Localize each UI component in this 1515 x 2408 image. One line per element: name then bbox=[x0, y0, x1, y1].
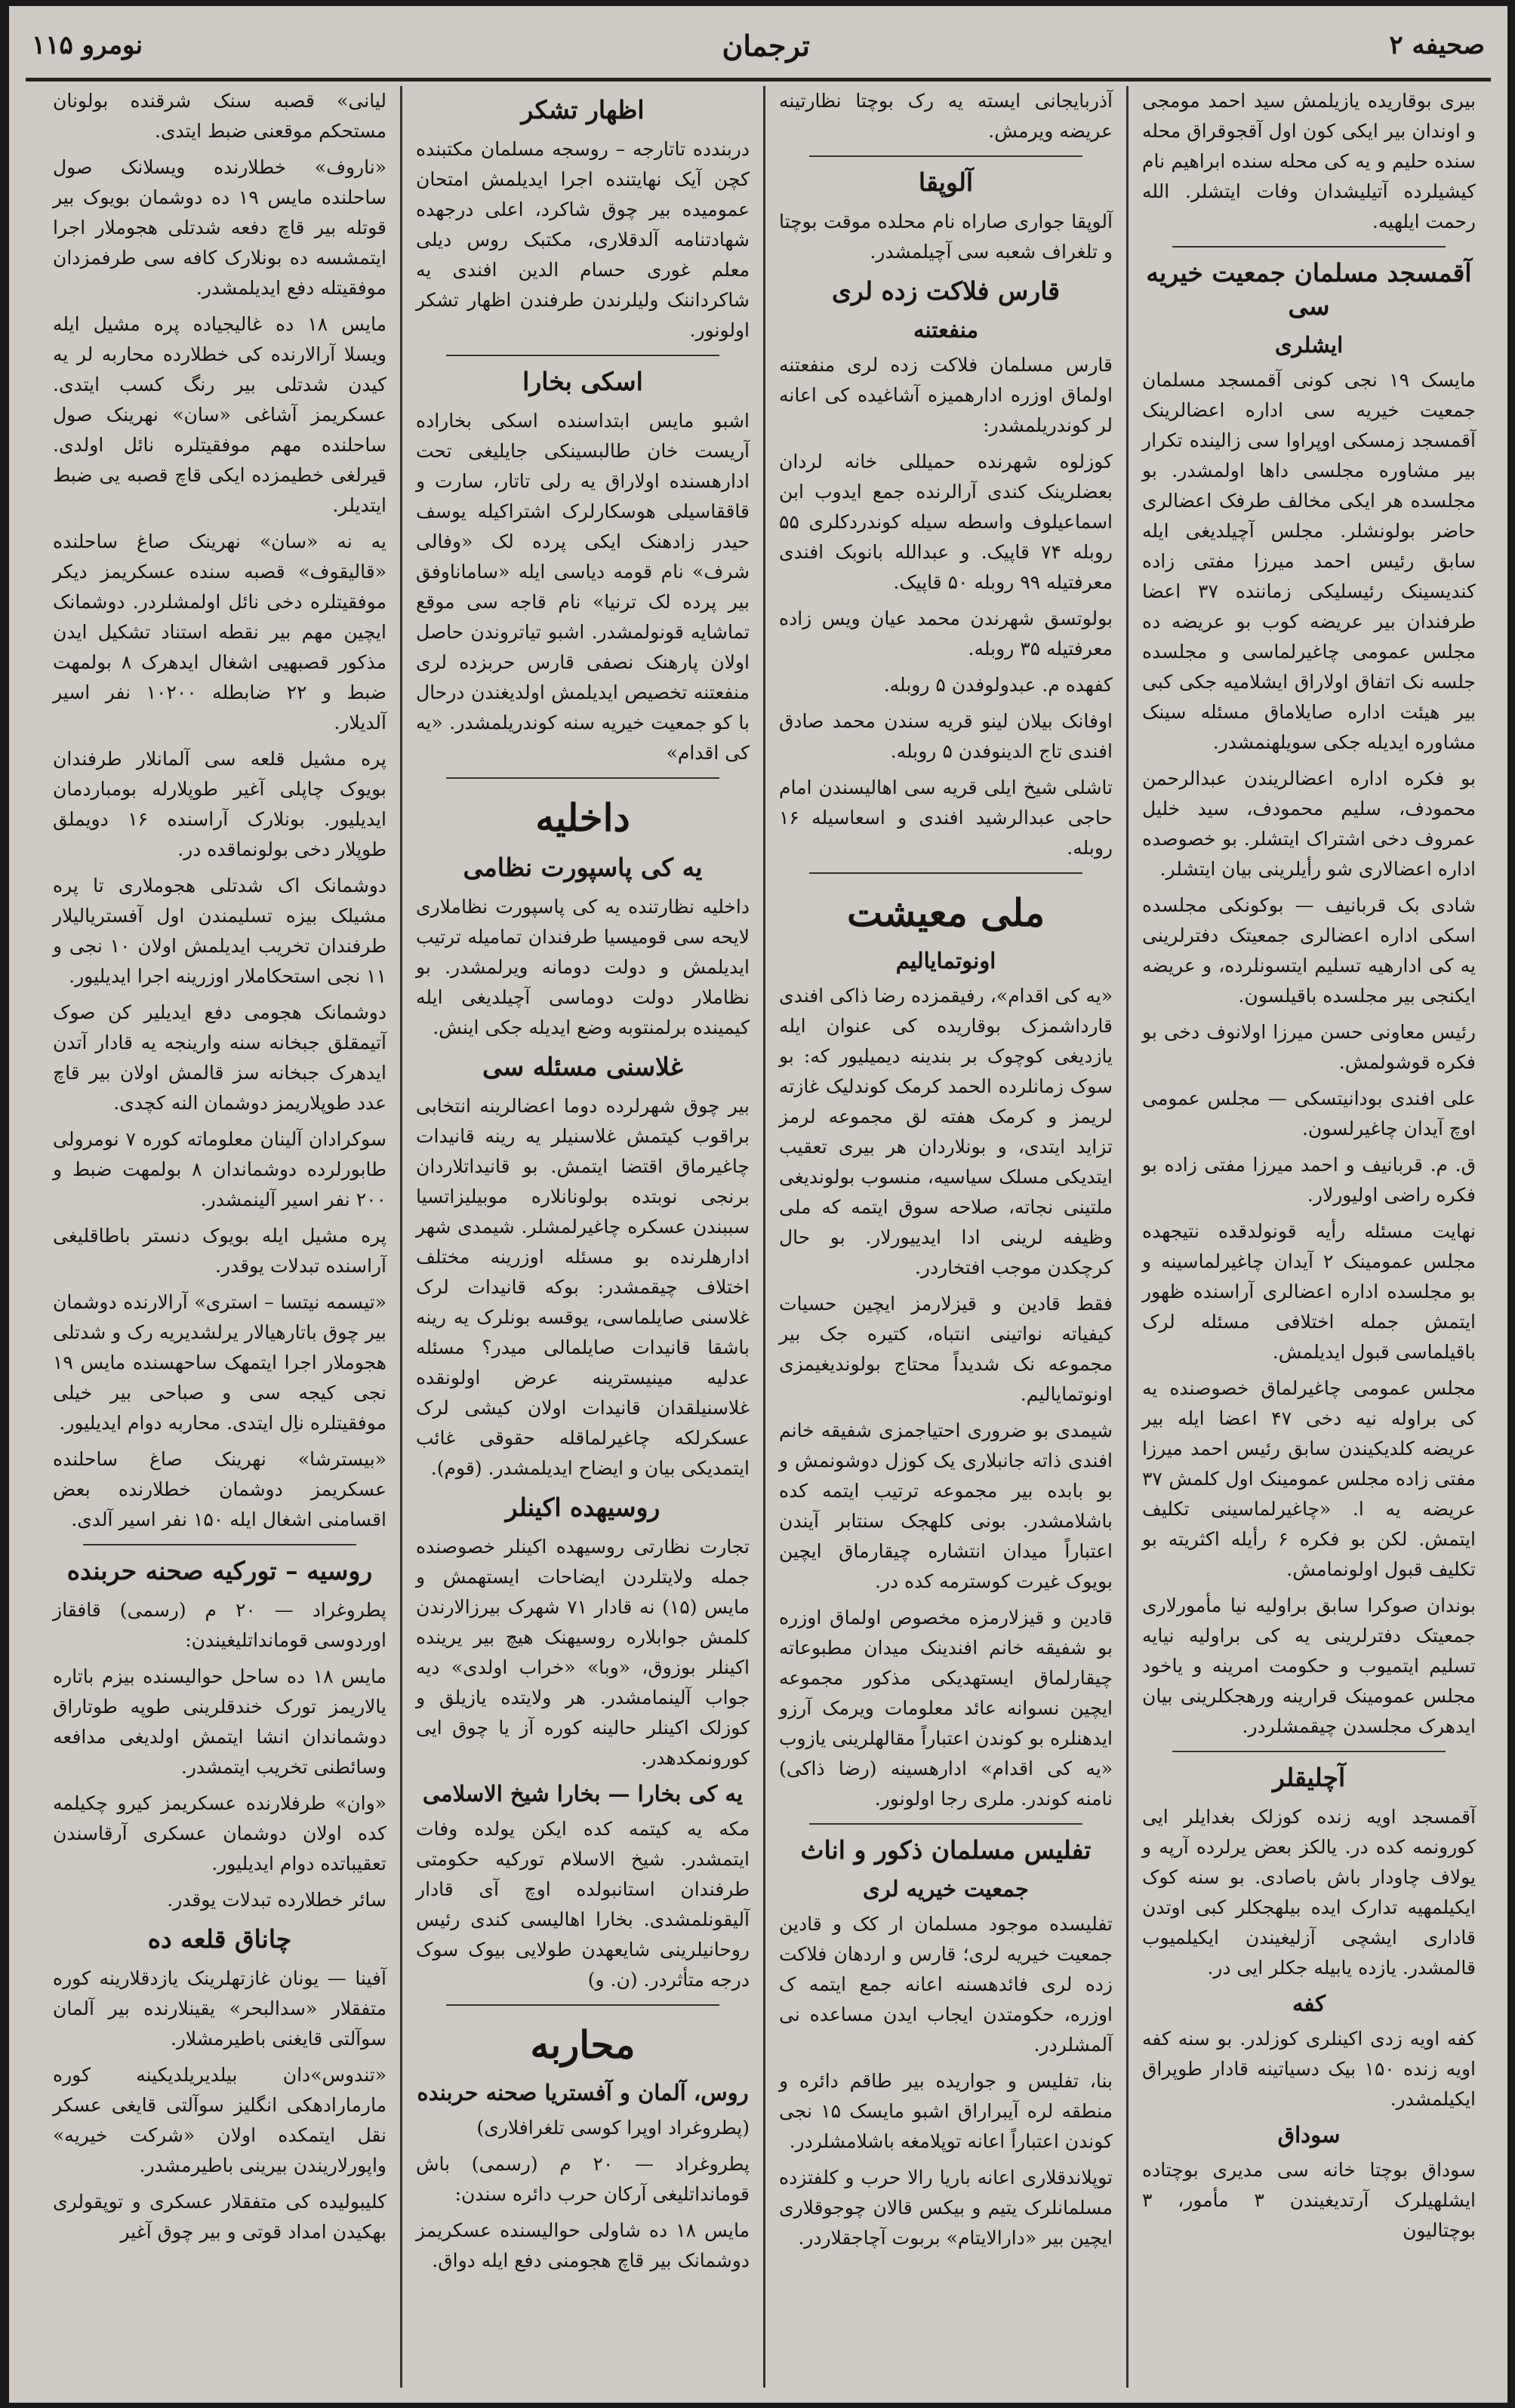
section-banner: محاربه bbox=[530, 2022, 636, 2067]
article-heading: منفعتنه bbox=[913, 317, 978, 343]
article-paragraph: سوداق بوچتا خانه سی مدیری بوچتاده ایشلهیلرک آرتدیغیندن ۳ مأمور، ۳ بوچتالیون bbox=[1142, 2159, 1476, 2241]
section-divider bbox=[809, 1823, 1082, 1825]
article-heading: روس، آلمان و آفستریا صحنه حربنده bbox=[417, 2080, 749, 2105]
article-paragraph: (پطروغراد اوپرا کوسی تلغرافلاری) bbox=[476, 2117, 750, 2139]
article-heading: آچلیقلر bbox=[1272, 1763, 1346, 1792]
article-paragraph: ق. م. قربانیف و احمد میرزا مفتی زاده بو فکره راضی اولیورلار. bbox=[1142, 1154, 1476, 1206]
article-paragraph: مایس ۱۸ ده غالیجیاده پره مشیل ایله ویسلا آرالارنده کی خطلارده محاربه لر یه کیدن شدتلی بیر رنگ کسب ایتدی. عسکریمز آشاغی «سان» نهرینک صول ساحلنده مهم موفقیتلره نائل اولدی. قیرلغی خطیمزده ایکی قاچ قصبه یی ضبط ایتدیلر. bbox=[53, 313, 386, 516]
article-paragraph: «ناروف» خطلارنده ویسلانک صول ساحلنده مایس ۱۹ ده دوشمان بویوک بیر قوتله بیر قاچ دفعه شدتلی هجوملار اجرا ایتمشسه ده بونلارک کافه سی طرفمزدان موفقیتله دفع ایدیلمشدر. bbox=[53, 156, 386, 299]
article-paragraph: دوشمانک هجومی دفع ایدیلیر کن صوک آتیمقلق جبخانه سنه وارینجه یه قادار آتدن ایدهرک جبخانه سز قالمش اولان بیر قاچ عدد طوپلاریمز دوشمان النه کچدی. bbox=[53, 1001, 386, 1114]
issue-number: نومرو ۱۱۵ bbox=[32, 30, 143, 60]
section-divider bbox=[1172, 1751, 1446, 1752]
article-paragraph: بیری بوقاریده یازیلمش سید احمد مومجی و اوندان بیر ایکی کون اول آقجوقراق محله سنده حلیم و یه کی محله سنده ابراهیم نام کیشیلرده آتیلیشدان وفات ایتشلر. الله رحمت ایلهیه. bbox=[1142, 90, 1476, 232]
article-paragraph: شیمدی بو ضروری احتیاجمزی شفیقه خانم افندی ذاته جانبلاری یک کوزل دوشونمش و بو بابده بیر مجموعه ترتیب ایتمه کده باشلامشدر. بونی کلهجک سنتابر آیندن اعتباراً میدان انتشاره چیقارماق ایچین بویوک غیرت کوسترمه کده در. bbox=[779, 1419, 1113, 1592]
article-heading: اسکی بخارا bbox=[522, 367, 643, 396]
article-heading: ایشلری bbox=[1274, 332, 1344, 358]
section-divider bbox=[809, 155, 1082, 157]
article-heading: روسیه – تورکیه صحنه حربنده bbox=[66, 1556, 373, 1585]
article-paragraph: دوشمانک اک شدتلی هجوملاری تا پره مشیلک بیزه تسلیمندن اول آفستریالیلار طرفندان تخریب ایدیلمش اولان ۱۰ نجی و ۱۱ نجی استحکاملار اوزرینه اجرا ایدیلیور. bbox=[53, 875, 386, 987]
article-paragraph: مایس ۱۸ ده ساحل حوالیسنده بیزم باتاره یالاریمز تورک خندقلرینی طوپه طوتاراق دوشماندان انشا ایتمش اولدیغی مدافعه وسائطنی تخریب ایتمشدر. bbox=[53, 1665, 386, 1778]
article-paragraph: آذربایجانی ایسته یه رک بوچتا نظارتینه عریضه ویرمش. bbox=[779, 90, 1113, 142]
article-paragraph: اوفانک بیلان لینو قریه سندن محمد صادق افندی تاج الدینوفدن ۵ روبله. bbox=[779, 710, 1113, 762]
article-paragraph: اشبو مایس ابتداسنده اسکی بخاراده آریست خان طالبسینکی جایلیغی تحت ادارهسنده اولاراق یه رلی تاتار، سارت و قاققاسیلی هوسکارلرک اشتراکیله یوسف حیدر زادهنک ایکی پرده لک «وفالی شرف» نام قومه دیاسی ایله «ساماناوفق بیر پرده لک ترنیا» نام قاجه سی موقع تماشایه قونولمشدر. اشبو تیاتروندن حاصل اولان پارهنک نصفی قارس حربزده لری منفعتنه تخصیص ایدیلمش اولدیغندن درحال با کو جمعیت خیریه سنه کوندریلمشدر. «یه کی اقدام» bbox=[416, 410, 750, 764]
article-paragraph: بو فکره اداره اعضالریندن عبدالرحمن محمودف، سلیم محمودف، سید خلیل عمروف دخی اشتراک ایتشلر. بو خصوصده اداره اعضالاری شو رأیلرینی بیان ایتشلر. bbox=[1142, 767, 1476, 880]
article-paragraph: «وان» طرفلارنده عسکریمز کیرو چکیلمه کده اولان دوشمان عسکری آرقاسندن تعقیباتده دوام ایدیلیور. bbox=[53, 1792, 386, 1874]
article-paragraph: «تندوس»دان بیلدیریلدیکینه کوره مارمارادهکی انگلیز سوآلتی قایغی عسکر نقل ایتمکده اولان «شرکت خیریه» واپورلاریندن بیرینی باطیرمشدر. bbox=[53, 2064, 386, 2176]
article-paragraph: «تیسمه نیتسا – استری» آرالارنده دوشمان بیر چوق باتارهیالار یرلشدیریه رک و شدتلی هجوملار اجرا ایتمهک ساحهسنده مایس ۱۹ نجی کیجه سی و صباحی بیر خیلی موفقیتلره ناِل ایتدی. محاربه دوام ایدیلیور. bbox=[53, 1291, 386, 1434]
article-paragraph: کفه اویه زدی اکینلری کوزلدر. بو سنه کفه اویه زنده ۱۵۰ بیک دسیاتینه قادار طوپراق ایکیلمشدر. bbox=[1142, 2028, 1477, 2110]
article-heading: روسیهده اکینلر bbox=[505, 1493, 661, 1522]
article-paragraph: تجارت نظارتی روسیهده اکینلر خصوصنده جمله ولایتلردن ایضاحات ایستهمش و مایس (۱۵) نه قادار ۷۱ شهرک بیرزالارندن کلمش جوابلاره روسیهنک هیچ بیر یرینده اکینلر بوزوق، «وبا» «خراب اولدی» دیه جواب آلینمامشدر. هر ولایتده یازیلق و کوزلک اکینلر حالینه کوره آز یا چوق ایی کورونمکدهدر. bbox=[416, 1536, 750, 1769]
article-heading: آلوپقا bbox=[918, 168, 974, 197]
article-paragraph: کفهده م. عبدولوفدن ۵ روبله. bbox=[883, 674, 1113, 696]
article-paragraph: مکه یه کیتمه کده ایکن یولده وفات ایتمشدر. شیخ الاسلام تورکیه حکومتی طرفندان استانبولده اوچ آی قادار آلیقونلمشدی. بخارا اهالیسی کندی رئیس روحانیلرینی شایعهدن طولایی بیوک سوک درجه متأثردر. (ن. و) bbox=[416, 1818, 750, 1991]
article-paragraph: آلوپقا جواری صاراه نام محلده موقت بوچتا و تلغراف شعبه سی آچیلمشدر. bbox=[779, 211, 1113, 263]
article-heading: یه کی پاسپورت نظامی bbox=[463, 853, 703, 882]
article-paragraph: قارس مسلمان فلاکت زده لری منفعتنه اولماق اوزره ادارهمیزه آشاغیده کی اعانه لر کوندریلمشدر: bbox=[779, 354, 1113, 436]
column-4 bbox=[39, 86, 402, 2388]
section-banner: داخلیه bbox=[535, 795, 630, 840]
article-paragraph: یه نه «سان» نهرینک صاغ ساحلنده «قالیقوف» قصبه سنده عسکریمز دیکر موفقیتلره دخی نائل اولمشلردر. دوشمانک ایچین مهم بیر نقطه استناد تشکیل ایدن مذکور قصبهیی اشغال ایدهرک ۸ بولمهت ضبط و ۲۲ ضابطله ۱۰۲۰۰ نفر اسیر آلدیلار. bbox=[53, 530, 386, 733]
newspaper-page bbox=[9, 6, 1507, 2403]
article-paragraph: پطروغراد — ۲۰ م (رسمی) باش قومانداتلیغی آرکان حرب دائره سندن: bbox=[416, 2153, 750, 2205]
column-3 bbox=[402, 86, 765, 2388]
article-paragraph: پره مشیل قلعه سی آلمانلار طرفندان بویوک چاپلی آغیر طوپلارله بومباردمان ایدیلیور. بونلارک آراسنده ۱۶ دویملق طوپلار دخی بولونماقده در. bbox=[53, 748, 386, 860]
article-paragraph: بنا، تفلیس و جواریده بیر طاقم دائره و منطقه لره آیبراراق اشبو مایسک ۱۵ نجی کوندن اعتباراً اعانه توپلامغه باشلامشلردر. bbox=[779, 2070, 1113, 2152]
article-paragraph: پره مشیل ایله بویوک دنستر باطاقلیغی آراسنده تبدلات یوقدر. bbox=[53, 1225, 386, 1277]
article-paragraph: تفلیسده موجود مسلمان ار کک و قادین جمعیت خیریه لری؛ قارس و اردهان فلاکت زده لری فائدهسنه اعانه جمع ایتمه ک اوزره، حکومتدن ایجاب ایدن مساعده نی آلمشلردر. bbox=[779, 1913, 1113, 2056]
article-paragraph: نهایت مسئله رأیه قونولدقده نتیجهده مجلس عمومینک ۲ آیدان چاغیرلماسینه و بو مجلسده اداره اعضالری آراسنده ظهور ایتمش جمله اختلافی مسئله لرک باقیلماسی قبول ایدیلمش. bbox=[1142, 1220, 1477, 1363]
article-paragraph: مایسک ۱۹ نجی کونی آقمسجد مسلمان جمعیت خیریه سی اداره اعضالرینک آقمسجد زمسکی اوپراوا سی زالینده تکرار بیر مشاوره مجلسی داها اولمشدر. بو مجلسده هر ایکی مخالف طرفک اعضالری حاضر بولونشلر. مجلس آچیلدیغی ایله سابق رئیس احمد میرزا مفتی زاده کندیسینک رئیسلیکی زماننده ۳۷ اعضا طرفندان بیر عریضه کوب بو عریضه ده مجلس عمومی چاغیرلماسی و مجلسده جلسه نک اتفاق اولاراق ایشلامیه جکی کبی بیر هیئت اداره صایلاماق مسئله سینک مشاوره ایدیله جکی سویلهنمشدر. bbox=[1142, 369, 1477, 753]
column-2 bbox=[765, 86, 1129, 2388]
article-paragraph: علی افندی بودانیتسکی — مجلس عمومی اوچ آیدان چاغیرلسون. bbox=[1142, 1087, 1476, 1139]
article-paragraph: توپلاندقلاری اعانه باریا رالا حرب و کلفتزده مسلمانلرک یتیم و بیکس قالان چوجوقلاری ایچین بیر «دارالایتام» بربوت آچاجقلاردر. bbox=[779, 2167, 1113, 2249]
article-paragraph: کلیبولیده کی متفقلار عسکری و توپقولری بهکیدن امداد قوتی و بیر چوق آغیر bbox=[53, 2191, 386, 2243]
article-heading: آقمسجد مسلمان جمعیت خیریه سی bbox=[1146, 258, 1472, 321]
article-heading: غلاسنی مسئله سی bbox=[482, 1052, 683, 1081]
section-divider bbox=[446, 355, 719, 356]
article-paragraph: پطروغراد — ۲۰ م (رسمی) قافقاز اوردوسی قومانداتلیغیندن: bbox=[53, 1599, 386, 1651]
article-heading: اونوتمایالیم bbox=[895, 948, 996, 973]
article-heading: جمعیت خیریه لری bbox=[863, 1876, 1029, 1902]
article-paragraph: تاشلی شیخ ایلی قریه سی اهالیسندن امام حاجی عبدالرشید افندی و اسعاسیله ۱۶ روبله. bbox=[779, 777, 1113, 859]
section-banner: ملی معیشت bbox=[846, 890, 1045, 935]
article-paragraph: کوزلوه شهرنده حمیللی خانه لردان بعضلرینک کندی آرالرنده جمع ایدوب ابن اسماعیلوف واسطه سیله کوندردکلری ۵۵ روبله ۷۴ قاپیک. و عبدالله بانوبک افندی معرفتیله ۹۹ روبله ۵۰ قاپیک. bbox=[779, 451, 1113, 593]
article-paragraph: شادی بک قربانیف — بوکونکی مجلسده اسکی اداره اعضالری جمعیتک دفترلرینی یه کی ادارهیه تسلیم ایتسونلرده، و عریضه ایکنجی بیر مجلسده باقیلسون. bbox=[1142, 894, 1476, 1007]
article-paragraph: داخلیه نظارتنده یه کی پاسپورت نظاملاری لایحه سی قومیسیا طرفندان تمامیله ترتیب ایدیلمش و دولت دومانه ویرلمشدر. بو نظاملار دولت دوماسی آچیلدیغی ایله کیمینده برلمنتوبه وضع ایدیله جکی اینش. bbox=[416, 896, 750, 1038]
article-paragraph: فقط قادین و قیزلارمز ایچین حسیات کیفیاته نواتینی انتباه، کتیره جک بیر مجموعه نک شدیداً محتاج بولوندیغیمزی اونوتمایالیم. bbox=[779, 1293, 1113, 1405]
article-heading: سوداق bbox=[1277, 2122, 1341, 2148]
article-paragraph: آفینا — یونان غازتهلرینک یازدقلارینه کوره متفقلار «سدالبحر» یقینلارنده بیر آلمان سوآلتی قایغنی باطیرمشلار. bbox=[53, 1967, 386, 2050]
article-paragraph: «یه کی اقدام»، رفیقمزده رضا ذاکی افندی قارداشمزک بوقاریده کی عنوان ایله یازدیغی کوچوک بر بندینه دیمیلیور که: بو سوک زمانلرده الحمد کرمک کوندلیک غازته لریمز و کرمک هفته لق مجموعه لرمز تزاید ایتدی، و بونلاردان هر بیری تعقیب ایتدیکی مسلک سیاسیه، منسوب بولوندیغی ملتینی نجاته، صلاحه سوق ایتمه که ملی وظیفه لرینی ادا ایدییورلار. بو حال کرچکدن موجب افتخاردر. bbox=[779, 985, 1113, 1278]
article-paragraph: سائر خطلارده تبدلات یوقدر. bbox=[167, 1889, 386, 1911]
section-divider bbox=[446, 2004, 719, 2006]
article-paragraph: بیر چوق شهرلرده دوما اعضالرینه انتخابی براقوب کیتمش غلاسنیلر یه رینه قانیدات چاغیرماق اقتضا ایتمش. بو قانیداتلاردان برنجی نوبتده بولونانلاره موبیلیزاتسیا سببندن عسکره چاغیرلمشلر. شیمدی شهر ادارهلرنده بو مسئله اوزرینه مختلف اختلاف چیقمشدر: بوکه قانیدات لرک غلاسنی صایلماسی، یوقسه بونلرک یه رینه باشقا قانیدات صایلمالی میدر؟ مسئله عدلیه مینیسترینه عرض اولونقده غلاسنیلقدان قانیدات اولان کیشی لرک عسکرلکه چاغیرلماقله حقوقی غائب ایتمدیکی بیان و ایضاح ایدیلمشدر. (قوم). bbox=[416, 1095, 750, 1479]
article-paragraph: دربندده تاتارجه – روسجه مسلمان مکتبنده کچن آیک نهایتنده اجرا ایدیلمش امتحان عمومیده بیر چوق شاکرد، اعلی درجهده شهادتنامه آلدقلاری، مکتبک روس دیلی معلم غوری حسام الدین افندی یه شاکرداننک ولیلرندن طرفندن اظهار تشکر اولونور. bbox=[416, 138, 750, 341]
page-number: صحیفه ۲ bbox=[1389, 30, 1485, 60]
section-divider bbox=[83, 1544, 356, 1545]
article-paragraph: بولوتسق شهرندن محمد عیان ویس زاده معرفتیله ۳۵ روبله. bbox=[779, 607, 1113, 660]
article-heading: یه کی بخارا — بخارا شیخ الاسلامی bbox=[422, 1781, 744, 1807]
article-paragraph: لیانی» قصبه سنک شرقنده بولونان مستحکم موقعنی ضبط ایتدی. bbox=[53, 90, 386, 142]
article-paragraph: آقمسجد اویه زنده کوزلک بغدایلر ایی کورونمه کده در. یالکز بعض یرلرده آرپه و یولاف چاودار باش باصادی. بو سنه کوک ایکیلمهیه تدارک ایده بیلهجکلر کبی اوتدن قاداری ایشچی آزلیغیندن ایکیلمیوب قالمشدر. یازده یابیله جکلر ایی در. bbox=[1142, 1806, 1476, 1979]
masthead bbox=[32, 23, 1485, 68]
section-divider bbox=[446, 777, 719, 779]
article-heading: کفه bbox=[1292, 1991, 1326, 2016]
article-paragraph: رئیس معاونی حسن میرزا اولانوف دخی بو فکره قوشولمش. bbox=[1142, 1021, 1476, 1073]
section-divider bbox=[809, 872, 1082, 874]
article-paragraph: مجلس عمومی چاغیرلماق خصوصنده یه کی براوله نیه دخی ۴۷ اعضا ایله بیر عریضه کلدیکیندن سابق رئیس احمد میرزا مفتی زاده مجلس عمومینک اول کلمش ۳۷ عریضه یه ا. «چاغیرلماسینی تکلیف ایتمش. لکن بو فکره ۶ رأیله اکثریته بو تکلیف قبول اولونمامش. bbox=[1142, 1377, 1476, 1580]
header-rule bbox=[26, 78, 1491, 81]
article-paragraph: قادین و قیزلارمزه مخصوص اولماق اوزره بو شفیقه خانم افندینک میدان مطبوعاته چیقارلماق ایستهدیکی مذکور مجموعه ایچین نسوانه عائد معلومات ویرمک آرزو ایدهنلره بو کوندن اعتباراً مقالهلرینی یازوب «یه کی اقدام» ادارهسینه (رضا ذاکی) نامنه کوندر. ملری رجا اولونور. bbox=[779, 1607, 1113, 1810]
article-heading: قارس فلاکت زده لری bbox=[831, 276, 1061, 306]
article-heading: چاناق قلعه ده bbox=[147, 1924, 292, 1954]
article-paragraph: سوکرادان آلینان معلوماته کوره ۷ نومرولی طابورلرده دوشماندان ۸ بولمهت ضبط و ۲۰۰ نفر اسیر آلینمشدر. bbox=[53, 1128, 386, 1210]
article-paragraph: بوندان صوکرا سابق براولیه نیا مأمورلاری جمعیتک دفترلرینی یه کی براولیه نیایه تسلیم ایتمیوب و حکومت امرینه و یاخود مجلس عمومینک قرارینه ورهجکلرینی بیان ایدهرک مجلسدن چیقمشلردر. bbox=[1142, 1595, 1476, 1737]
article-heading: اظهار تشکر bbox=[521, 95, 645, 125]
article-paragraph: «بیسترشا» نهرینک صاغ ساحلنده عسکریمز دوشمان خطلارنده بعض اقسامنی اشغال ایله ۱۵۰ نفر اسیر آلدی. bbox=[53, 1448, 386, 1530]
columns bbox=[39, 86, 1489, 2388]
section-divider bbox=[1172, 246, 1446, 248]
newspaper-title: ترجمان bbox=[722, 28, 810, 63]
column-1 bbox=[1129, 86, 1489, 2388]
article-heading: تفلیس مسلمان ذکور و اناث bbox=[800, 1835, 1092, 1865]
article-paragraph: مایس ۱۸ ده شاولی حوالیسنده عسکریمز دوشمانک بیر قاچ هجومنی دفع ایله دواق. bbox=[416, 2219, 750, 2271]
